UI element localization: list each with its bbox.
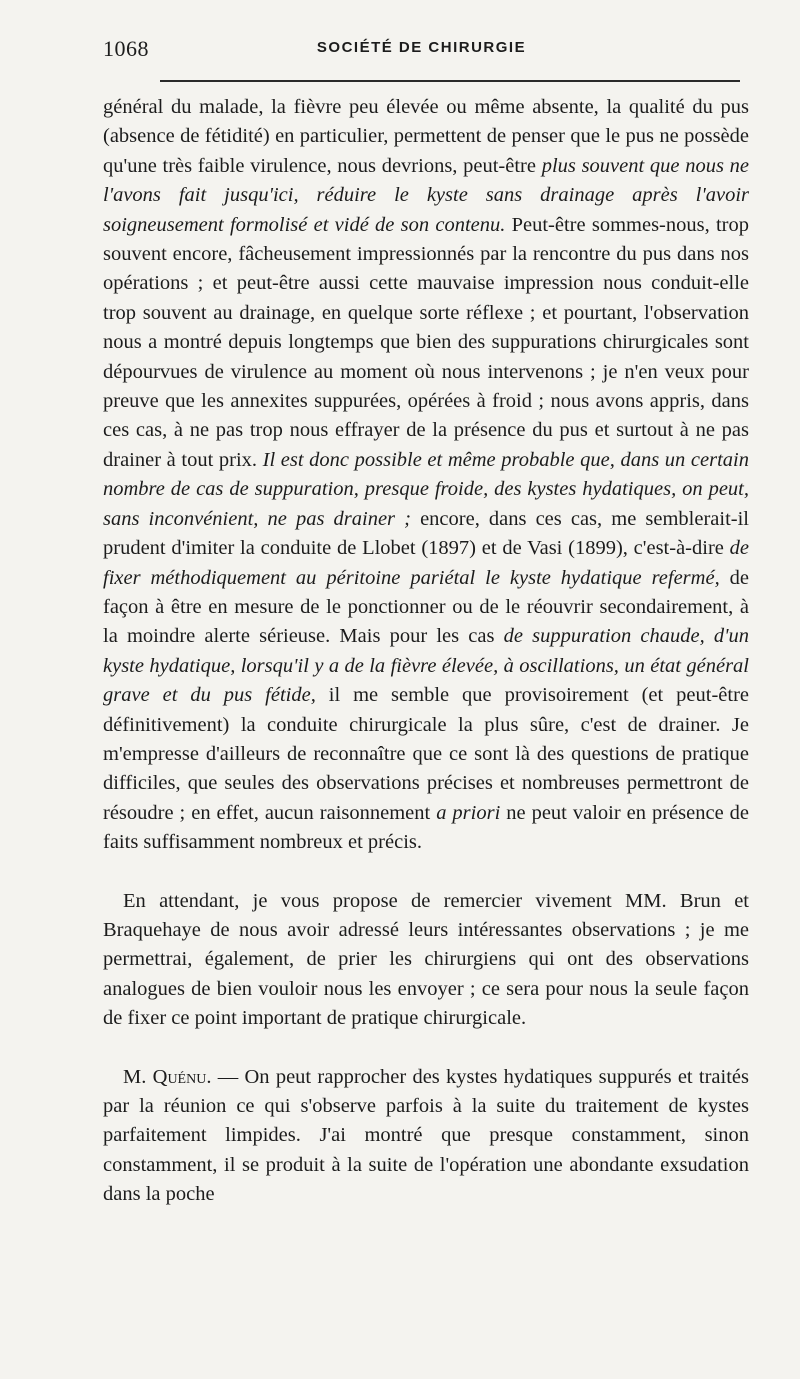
italic-text-run: a priori (436, 801, 501, 824)
page-number: 1068 (103, 36, 149, 61)
italic-text-run: Il est donc possible et même probable que, dans un certain nombre de cas de suppuration, presque froide, des kystes hydatiques, on peut, sans inconvénient, ne pas drainer ; (103, 448, 749, 530)
body-text (103, 93, 749, 1210)
name-small-caps: Quénu (152, 1065, 207, 1088)
paragraph-1 (103, 93, 749, 858)
text-run: général du malade, la fièvre peu élevée ou même absente, la qualité du pus (absence de fétidité) en particulier, permettent de penser que le pus ne possède qu'une très faible virulence, nous devrions, peut-être (103, 96, 749, 177)
text-run: il me semble que provisoirement (et peut-être définitivement) la conduite chirurgicale la plus sûre, c'est de drainer. Je m'empresse d'ailleurs de reconnaître que ce sont là des questions de pratique difficiles, que seules des observations précises et nombreuses permettront de résoudre ; en effet, aucun raisonnement (103, 684, 749, 824)
italic-text-run: plus souvent que nous ne l'avons fait jusqu'ici, réduire le kyste sans drainage après l'avoir soigneusement formolisé et vidé de son contenu. (103, 154, 749, 236)
italic-text-run: de suppuration chaude, d'un kyste hydatique, lorsqu'il y a de la fièvre élevée, à oscillations, un état général grave et du pus fétide, (103, 625, 749, 707)
text-run: M. (123, 1065, 153, 1088)
page-header (103, 36, 740, 64)
header-rule (160, 80, 740, 82)
text-run: ne peut valoir en présence de faits suffisamment nombreux et précis. (103, 801, 749, 854)
text-run: . — On peut rapprocher des kystes hydatiques suppurés et traités par la réunion ce qui s'observe parfois à la suite du traitement de kystes parfaitement limpides. J'ai montré que presque constamment, sinon constamment, il se produit à la suite de l'opération une abondante exsudation dans la poche (103, 1065, 749, 1206)
italic-text-run: de fixer méthodiquement au péritoine pariétal le kyste hydatique refermé, (103, 537, 749, 589)
text-run: Peut-être sommes-nous, trop souvent encore, fâcheusement impressionnés par la rencontre du pus dans nos opérations ; et peut-être aussi cette mauvaise impression nous conduit-elle trop souvent au drainage, en quelque sorte réflexe ; et pourtant, l'observation nous a montré depuis longtemps que bien des suppurations chirurgicales sont dépourvues de virulence au moment où nous intervenons ; je n'en veux pour preuve que les annexites suppurées, opérées à froid ; nous avons appris, dans ces cas, à ne pas trop nous effrayer de la présence du pus et surtout à ne pas drainer à tout prix. (103, 213, 749, 471)
running-title: SOCIÉTÉ DE CHIRURGIE (316, 39, 527, 56)
text-run: encore, dans ces cas, me semblerait-il prudent d'imiter la conduite de Llobet (1897) et de Vasi (1899), c'est-à-dire (103, 507, 750, 560)
paragraph-3 (103, 1063, 749, 1210)
text-run: En attendant, je vous propose de remercier vivement MM. Brun et Braquehaye de nous avoir adressé leurs intéressantes observations ; je me permettrai, également, de prier les chirurgiens qui ont des observations analogues de bien vouloir nous les envoyer ; ce sera pour nous la seule façon de fixer ce point important de pratique chirurgicale. (103, 889, 749, 1030)
text-run: de façon à être en mesure de le ponctionner ou de le réouvrir secondairement, à la moindre alerte sérieuse. Mais pour les cas (103, 566, 749, 648)
paragraph-2 (103, 887, 749, 1034)
